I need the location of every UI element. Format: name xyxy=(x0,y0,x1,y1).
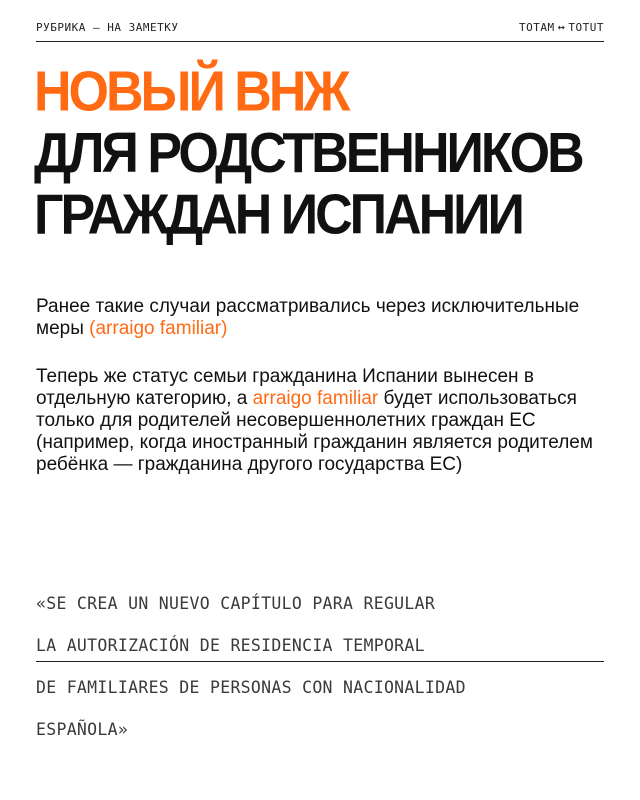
arraigo-highlight-1: (arraigo familiar) xyxy=(89,318,228,339)
paragraph-2-text-before: Теперь же статус семьи гражданина Испании вынесен в отдельную категорию, а xyxy=(36,366,534,409)
paragraph-previous-rules xyxy=(36,296,596,340)
brand-right: TOTUT xyxy=(568,20,604,34)
rubric-label: РУБРИКА — НА ЗАМЕТКУ xyxy=(36,20,179,34)
quote-line-1: «SE CREA UN NUEVO CAPÍTULO PARA REGULAR xyxy=(36,594,436,613)
quote-line-3: DE FAMILIARES DE PERSONAS CON NACIONALIDAD xyxy=(36,678,466,697)
brand-left: TOTAM xyxy=(519,20,555,34)
swap-arrow-icon: ↔ xyxy=(557,20,566,34)
paragraph-1-text: Ранее такие случаи рассматривались через исключительные меры xyxy=(36,296,580,339)
top-divider xyxy=(36,41,604,42)
brand-label xyxy=(519,20,604,34)
title-line-2: ДЛЯ РОДСТВЕННИКОВ xyxy=(34,122,582,186)
paragraph-new-category xyxy=(36,366,596,476)
bottom-divider xyxy=(36,661,604,662)
quote-line-4: ESPAÑOLA» xyxy=(36,720,129,739)
paragraph-2-text-after: будет использоваться только для родителей несовершеннолетних граждан ЕС (например, когда иностранный гражданин является родителем ребёнка — гражданина другого государства ЕС) xyxy=(36,388,593,475)
header-bar xyxy=(36,20,604,34)
law-quote xyxy=(36,572,606,761)
title-line-3: ГРАЖДАН ИСПАНИИ xyxy=(34,184,522,247)
arraigo-highlight-2: arraigo familiar xyxy=(252,388,379,409)
quote-line-2: LA AUTORIZACIÓN DE RESIDENCIA TEMPORAL xyxy=(36,636,425,655)
page-title xyxy=(34,62,624,247)
title-line-accent: НОВЫЙ ВНЖ xyxy=(34,60,348,124)
